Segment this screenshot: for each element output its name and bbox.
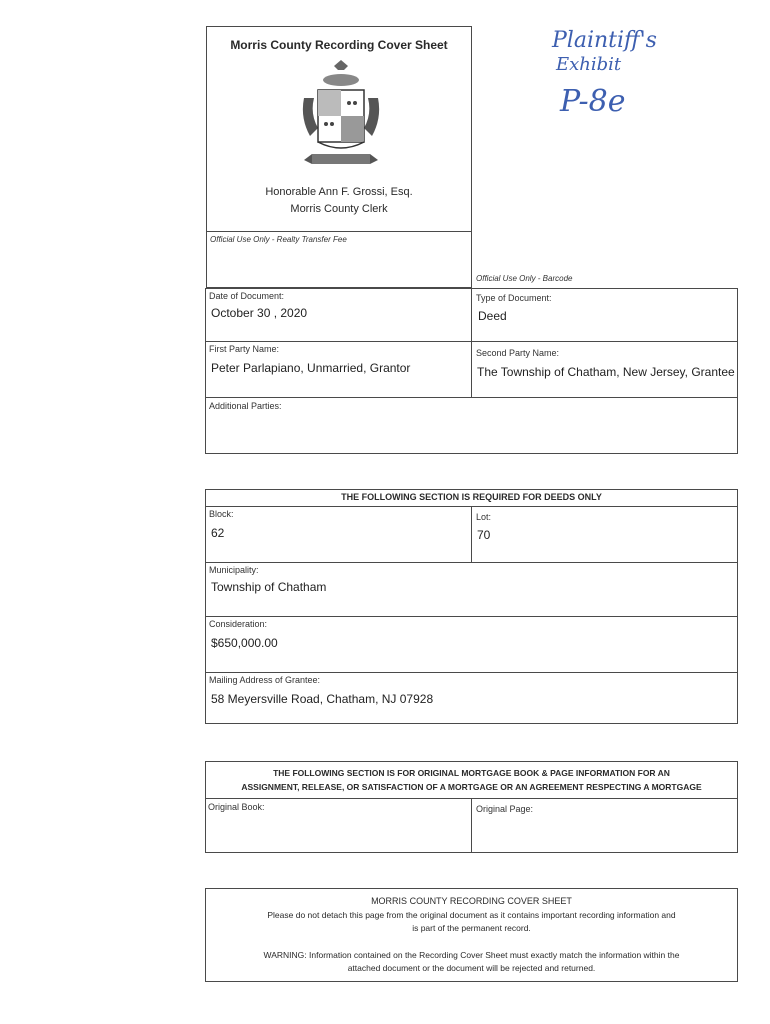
block-label: Block: xyxy=(209,509,234,519)
municipality-value: Township of Chatham xyxy=(211,580,327,594)
consideration-value: $650,000.00 xyxy=(211,636,278,650)
date-value: October 30 , 2020 xyxy=(211,306,308,320)
doc-type-label: Type of Document: xyxy=(476,293,552,303)
footer-notice-line1: Please do not detach this page from the original document as it contains important recording information and xyxy=(267,910,676,920)
barcode-label: Official Use Only - Barcode xyxy=(476,274,573,283)
footer-title: MORRIS COUNTY RECORDING COVER SHEET xyxy=(371,896,572,906)
original-page-label: Original Page: xyxy=(476,804,534,814)
grid-divider xyxy=(471,506,472,562)
grid-divider xyxy=(205,341,738,342)
second-party-value: The Township of Chatham, New Jersey, Grantee xyxy=(477,365,735,379)
footer-warning-line1: WARNING: Information contained on the Recording Cover Sheet must exactly match the information within the xyxy=(263,950,680,960)
grid-divider xyxy=(205,562,738,563)
exhibit-handwriting-line3: P-8e xyxy=(560,84,626,119)
original-book-label: Original Book: xyxy=(208,802,265,812)
grid-divider xyxy=(471,798,472,853)
mortgage-heading-line1: THE FOLLOWING SECTION IS FOR ORIGINAL MORTGAGE BOOK & PAGE INFORMATION FOR AN xyxy=(273,768,670,778)
cover-sheet-title: Morris County Recording Cover Sheet xyxy=(230,38,448,52)
first-party-value: Peter Parlapiano, Unmarried, Grantor xyxy=(211,361,411,375)
seal-icon xyxy=(296,58,386,176)
mailing-address-value: 58 Meyersville Road, Chatham, NJ 07928 xyxy=(211,692,434,706)
lot-label: Lot: xyxy=(476,512,492,522)
grid-divider xyxy=(205,616,738,617)
grid-divider xyxy=(471,288,472,398)
clerk-name: Honorable Ann F. Grossi, Esq. xyxy=(265,186,413,198)
footer-notice-line2: is part of the permanent record. xyxy=(412,923,531,933)
deeds-heading: THE FOLLOWING SECTION IS REQUIRED FOR DEEDS ONLY xyxy=(341,492,602,502)
consideration-label: Consideration: xyxy=(209,619,268,629)
exhibit-handwriting-line1: Plaintiff's xyxy=(552,28,657,53)
date-label: Date of Document: xyxy=(209,291,285,301)
footer-warning-line2: attached document or the document will be rejected and returned. xyxy=(347,963,596,973)
clerk-title: Morris County Clerk xyxy=(290,203,388,215)
lot-value: 70 xyxy=(477,528,491,542)
second-party-label: Second Party Name: xyxy=(476,348,560,358)
realty-fee-label: Official Use Only - Realty Transfer Fee xyxy=(210,235,347,244)
first-party-label: First Party Name: xyxy=(209,344,280,354)
block-value: 62 xyxy=(211,526,225,540)
additional-parties-label: Additional Parties: xyxy=(209,401,282,411)
exhibit-handwriting-line2: Exhibit xyxy=(556,54,622,75)
grid-divider xyxy=(205,672,738,673)
doc-type-value: Deed xyxy=(478,309,507,323)
county-seal xyxy=(296,58,386,176)
mortgage-heading-line2: ASSIGNMENT, RELEASE, OR SATISFACTION OF A MORTGAGE OR AN AGREEMENT RESPECTING A MORTGAGE xyxy=(241,782,702,792)
municipality-label: Municipality: xyxy=(209,565,259,575)
grid-divider xyxy=(205,397,738,398)
mailing-address-label: Mailing Address of Grantee: xyxy=(209,675,321,685)
